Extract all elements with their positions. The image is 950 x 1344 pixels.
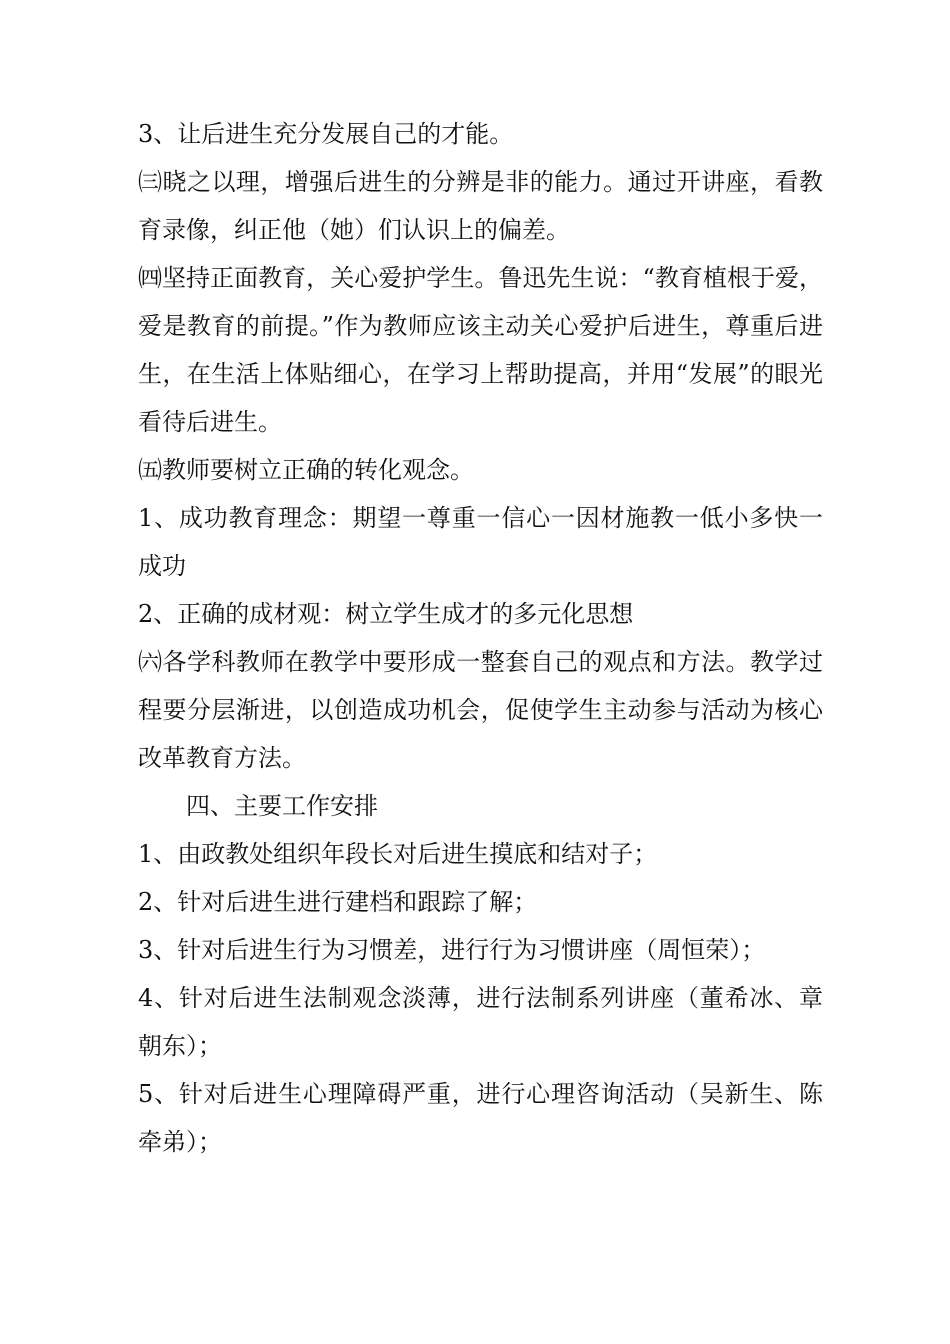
task-item: 3、针对后进生行为习惯差，进行行为习惯讲座（周恒荣）； xyxy=(138,936,766,964)
document-page xyxy=(138,110,823,1166)
paragraph-teaching-method: ㈥各学科教师在教学中要形成一整套自己的观点和方法。教学过程要分层渐进，以创造成功机会，促使学生主动参与活动为核心改革教育方法。 xyxy=(138,648,823,772)
task-item: 2、针对后进生进行建档和跟踪了解； xyxy=(138,888,538,916)
section-heading: 四、主要工作安排 xyxy=(186,792,378,820)
paragraph-transformation-concept: ㈤教师要树立正确的转化观念。 xyxy=(138,456,474,484)
paragraph-reason: ㈢晓之以理，增强后进生的分辨是非的能力。通过开讲座，看教育录像，纠正他（她）们认识上的偏差。 xyxy=(138,168,823,244)
paragraph-item-3: 3、让后进生充分发展自己的才能。 xyxy=(138,120,514,148)
task-item: 1、由政教处组织年段长对后进生摸底和结对子； xyxy=(138,840,658,868)
task-item: 4、针对后进生法制观念淡薄，进行法制系列讲座（董希冰、章朝东）； xyxy=(138,984,823,1060)
paragraph-talent-view: 2、正确的成材观：树立学生成才的多元化思想 xyxy=(138,600,634,628)
paragraph-positive-education: ㈣坚持正面教育，关心爱护学生。鲁迅先生说：“教育植根于爱，爱是教育的前提。”作为教师应该主动关心爱护后进生，尊重后进生，在生活上体贴细心，在学习上帮助提高，并用“发展”的眼光看待后进生。 xyxy=(138,264,823,436)
task-item: 5、针对后进生心理障碍严重，进行心理咨询活动（吴新生、陈牵弟）； xyxy=(138,1080,823,1156)
paragraph-success-education: 1、成功教育理念：期望一尊重一信心一因材施教一低小多快一成功 xyxy=(138,504,823,580)
